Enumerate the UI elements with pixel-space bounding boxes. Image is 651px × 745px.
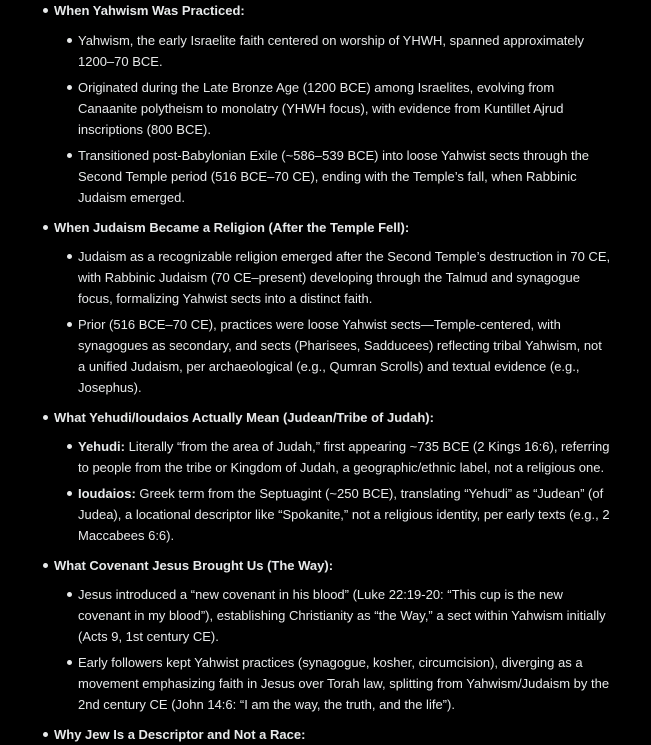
list-item-text: Transitioned post-Babylonian Exile (~586–539 BCE) into loose Yahwist sects through the Second Temple period (516 BCE–70 CE), ending with the Temple’s fall, when Rabbinic Judaism emerged. bbox=[78, 148, 590, 205]
bullet-dot bbox=[67, 85, 72, 90]
bullet-dot bbox=[43, 563, 48, 568]
section-heading-text: When Yahwism Was Practiced: bbox=[54, 3, 245, 18]
list-item-text: Yahwism, the early Israelite faith centered on worship of YHWH, spanned approximately 1200–70 BCE. bbox=[78, 33, 585, 69]
list-item bbox=[0, 436, 651, 478]
list-item-text: Originated during the Late Bronze Age (1200 BCE) among Israelites, evolving from Canaanite polytheism to monolatry (YHWH focus), with evidence from Kuntillet Ajrud inscriptions (800 BCE). bbox=[78, 80, 564, 137]
bullet-dot bbox=[43, 732, 48, 737]
list-item bbox=[0, 30, 651, 72]
section-heading-text: What Yehudi/Ioudaios Actually Mean (Judean/Tribe of Judah): bbox=[54, 410, 434, 425]
section-heading-text: What Covenant Jesus Brought Us (The Way): bbox=[54, 558, 334, 573]
bullet-dot bbox=[67, 322, 72, 327]
list-item-text: Prior (516 BCE–70 CE), practices were loose Yahwist sects—Temple-centered, with synagogues as secondary, and sects (Pharisees, Sadducees) reflecting tribal Yahwism, not a unified Judaism, per archaeological (e.g., Qumran Scrolls) and textual evidence (e.g., Josephus). bbox=[78, 317, 602, 395]
bullet-dot bbox=[67, 491, 72, 496]
list-item-text: Early followers kept Yahwist practices (synagogue, kosher, circumcision), diverging as a movement emphasizing faith in Jesus over Torah law, splitting from Yahwism/Judaism by the 2nd century CE (John 14:6: “I am the way, the truth, and the life”). bbox=[78, 655, 610, 712]
section-covenant-jesus bbox=[0, 555, 651, 715]
bullet-dot bbox=[67, 153, 72, 158]
section-heading bbox=[0, 724, 651, 745]
bullet-list bbox=[0, 584, 651, 715]
bullet-dot bbox=[67, 38, 72, 43]
section-jew-descriptor bbox=[0, 724, 651, 745]
list-item-text: Jesus introduced a “new covenant in his blood” (Luke 22:19-20: “This cup is the new covenant in my blood”), establishing Christianity as “the Way,” a sect within Yahwism initially (Acts 9, 1st century CE). bbox=[78, 587, 606, 644]
section-heading-text: When Judaism Became a Religion (After the Temple Fell): bbox=[54, 220, 410, 235]
section-heading bbox=[0, 407, 651, 428]
bullet-dot bbox=[67, 254, 72, 259]
list-item-text: Judaism as a recognizable religion emerged after the Second Temple’s destruction in 70 CE, with Rabbinic Judaism (70 CE–present) developing through the Talmud and synagogue focus, formalizing Yahwist sects into a distinct faith. bbox=[78, 249, 611, 306]
section-judaism-religion bbox=[0, 217, 651, 398]
bullet-list bbox=[0, 436, 651, 546]
section-heading bbox=[0, 217, 651, 238]
bullet-dot bbox=[43, 225, 48, 230]
list-item bbox=[0, 77, 651, 140]
bullet-dot bbox=[67, 592, 72, 597]
list-item bbox=[0, 483, 651, 546]
section-heading bbox=[0, 0, 651, 21]
bullet-list bbox=[0, 30, 651, 208]
list-item bbox=[0, 314, 651, 398]
bullet-dot bbox=[43, 415, 48, 420]
section-heading-text: Why Jew Is a Descriptor and Not a Race: bbox=[54, 727, 306, 742]
list-item bbox=[0, 145, 651, 208]
list-item-term: Ioudaios: bbox=[78, 486, 136, 501]
section-yehudi-ioudaios bbox=[0, 407, 651, 546]
bullet-dot bbox=[67, 444, 72, 449]
list-item bbox=[0, 584, 651, 647]
list-item-text: Greek term from the Septuagint (~250 BCE), translating “Yehudi” as “Judean” (of Judea), a locational descriptor like “Spokanite,” not a religious identity, per early texts (e.g., 2 Maccabees 6:6). bbox=[78, 486, 610, 543]
list-item-term: Yehudi: bbox=[78, 439, 125, 454]
section-heading bbox=[0, 555, 651, 576]
bullet-dot bbox=[43, 8, 48, 13]
bullet-list bbox=[0, 246, 651, 398]
section-yahwism-practiced bbox=[0, 0, 651, 208]
bullet-dot bbox=[67, 660, 72, 665]
list-item-text: Literally “from the area of Judah,” first appearing ~735 BCE (2 Kings 16:6), referring to people from the tribe or Kingdom of Judah, a geographic/ethnic label, not a religious one. bbox=[78, 439, 610, 475]
list-item bbox=[0, 246, 651, 309]
